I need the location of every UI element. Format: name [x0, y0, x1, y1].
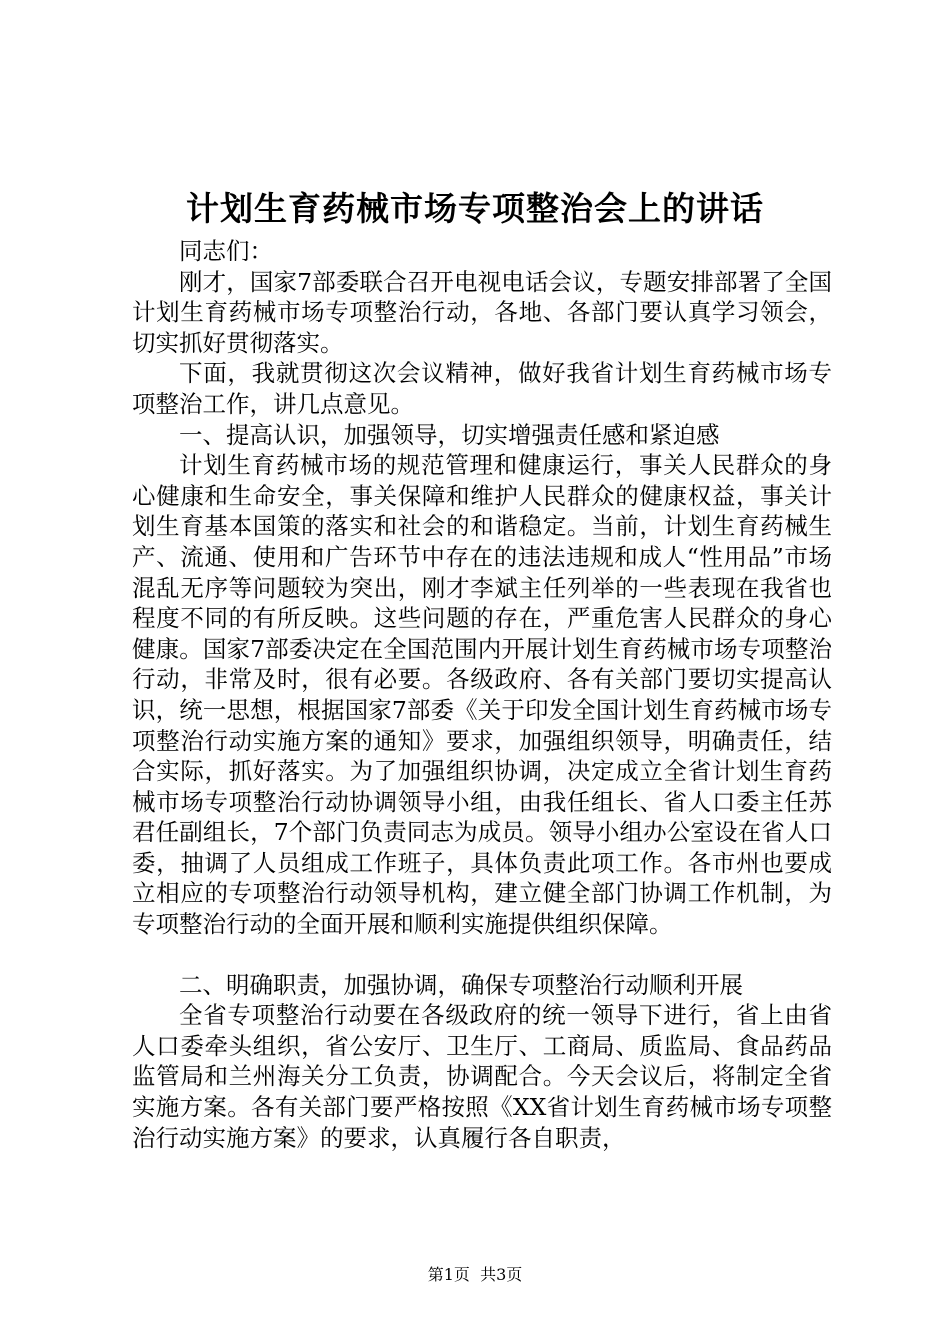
section-heading-1: 一、提高认识，加强领导，切实增强责任感和紧迫感 — [179, 420, 720, 449]
paragraph-intro: 刚才，国家7部委联合召开电视电话会议，专题安排部署了全国计划生育药械市场专项整治行动，各地、各部门要认真学习领会，切实抓好贯彻落实。 — [132, 267, 832, 357]
paragraph-section-1: 计划生育药械市场的规范管理和健康运行，事关人民群众的身心健康和生命安全，事关保障和维护人民群众的健康权益，事关计划生育基本国策的落实和社会的和谐稳定。当前，计划生育药械生产、流通、使用和广告环节中存在的违法违规和成人“性用品”市场混乱无序等问题较为突出，刚才李斌主任列举的一些表现在我省也程度不同的有所反映。这些问题的存在，严重危害人民群众的身心健康。国家7部委决定在全国范围内开展计划生育药械市场专项整治行动，非常及时，很有必要。各级政府、各有关部门要切实提高认识，统一思想，根据国家7部委《关于印发全国计划生育药械市场专项整治行动实施方案的通知》要求，加强组织领导，明确责任，结合实际，抓好落实。为了加强组织协调，决定成立全省计划生育药械市场专项整治行动协调领导小组，由我任组长、省人口委主任苏君任副组长，7个部门负责同志为成员。领导小组办公室设在省人口委，抽调了人员组成工作班子，具体负责此项工作。各市州也要成立相应的专项整治行动领导机构，建立健全部门协调工作机制，为专项整治行动的全面开展和顺利实施提供组织保障。 — [132, 451, 832, 939]
page-footer: 第1页 共3页 — [427, 1265, 523, 1284]
document-title: 计划生育药械市场专项整治会上的讲话 — [186, 189, 764, 228]
document-body — [132, 236, 832, 1153]
salutation: 同志们： — [179, 237, 273, 265]
paragraph-section-2: 全省专项整治行动要在各级政府的统一领导下进行，省上由省人口委牵头组织，省公安厅、卫生厅、工商局、质监局、食品药品监管局和兰州海关分工负责，协调配合。今天会议后，将制定全省实施方案。各有关部门要严格按照《XX省计划生育药械市场专项整治行动实施方案》的要求，认真履行各自职责， — [132, 1001, 832, 1152]
section-heading-2: 二、明确职责，加强协调，确保专项整治行动顺利开展 — [179, 970, 743, 999]
paragraph-outline: 下面，我就贯彻这次会议精神，做好我省计划生育药械市场专项整治工作，讲几点意见。 — [132, 359, 832, 418]
